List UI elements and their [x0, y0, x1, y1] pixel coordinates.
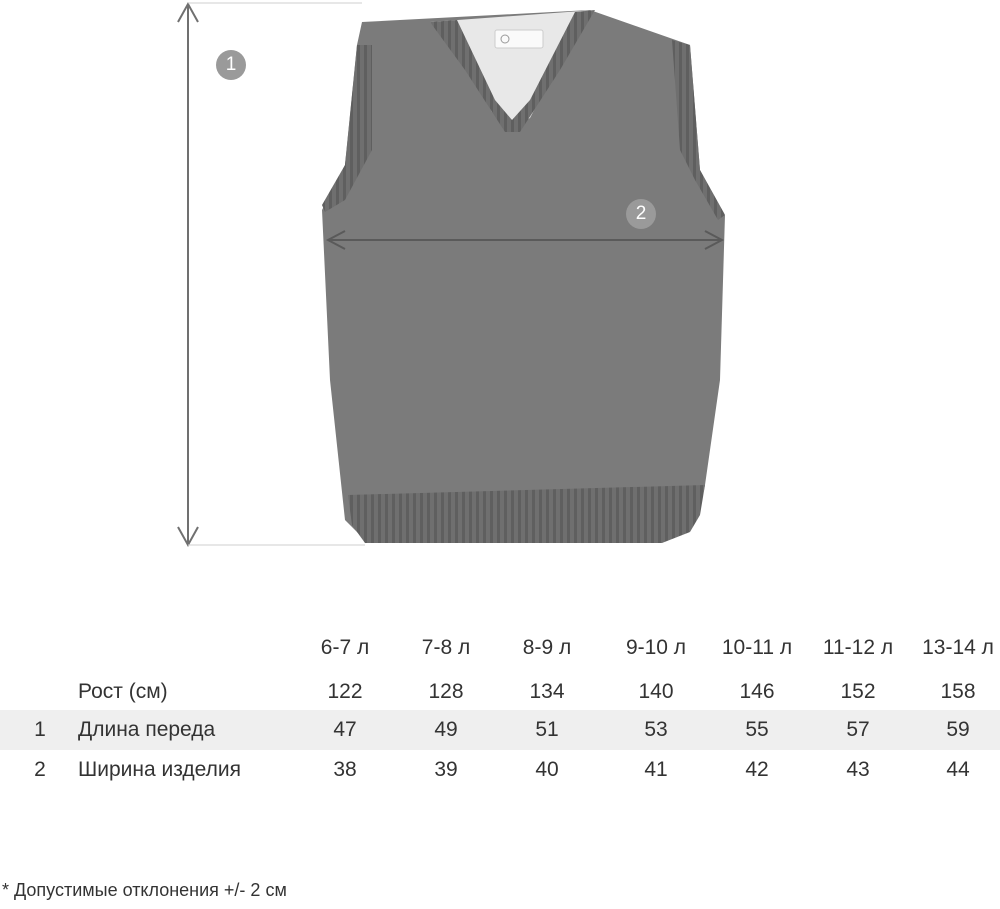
table-cell: 51: [535, 718, 559, 741]
table-cell: 44: [946, 758, 970, 781]
table-cell: 122: [327, 680, 363, 703]
table-cell: 140: [638, 680, 674, 703]
marker-length: 1: [216, 50, 246, 80]
size-header: 10-11 л: [721, 636, 793, 659]
table-cell: 47: [333, 718, 357, 741]
size-header: 7-8 л: [421, 636, 471, 659]
table-cell: 38: [333, 758, 357, 781]
size-header: 11-12 л: [822, 636, 894, 659]
table-cell: 59: [946, 718, 970, 741]
table-cell: 40: [535, 758, 559, 781]
table-cell: 57: [846, 718, 870, 741]
table-row: [0, 750, 1000, 790]
table-cell: 134: [529, 680, 565, 703]
size-header: 13-14 л: [922, 636, 994, 659]
row-label: Ширина изделия: [78, 758, 241, 781]
row-index: 1: [34, 718, 46, 741]
marker-width: 2: [626, 199, 656, 229]
table-cell: 49: [434, 718, 458, 741]
size-header: 8-9 л: [522, 636, 572, 659]
hem-rib: [348, 485, 705, 543]
row-label: Длина переда: [78, 718, 216, 741]
size-header: 9-10 л: [625, 636, 687, 659]
footnote: * Допустимые отклонения +/- 2 см: [2, 880, 287, 900]
table-cell: 53: [644, 718, 668, 741]
table-cell: 146: [739, 680, 775, 703]
table-row: [0, 710, 1000, 750]
table-cell: 152: [840, 680, 876, 703]
table-cell: 43: [846, 758, 870, 781]
row-label: Рост (см): [78, 680, 168, 703]
table-cell: 55: [745, 718, 769, 741]
table-cell: 41: [644, 758, 668, 781]
table-cell: 42: [745, 758, 769, 781]
table-row: [0, 672, 1000, 712]
brand-label: [495, 30, 543, 48]
size-header-row: [0, 628, 1000, 668]
row-index: [30, 672, 50, 712]
row-index: 2: [34, 758, 46, 781]
size-header: 6-7 л: [320, 636, 370, 659]
table-cell: 39: [434, 758, 458, 781]
table-cell: 128: [428, 680, 464, 703]
table-cell: 158: [940, 680, 976, 703]
